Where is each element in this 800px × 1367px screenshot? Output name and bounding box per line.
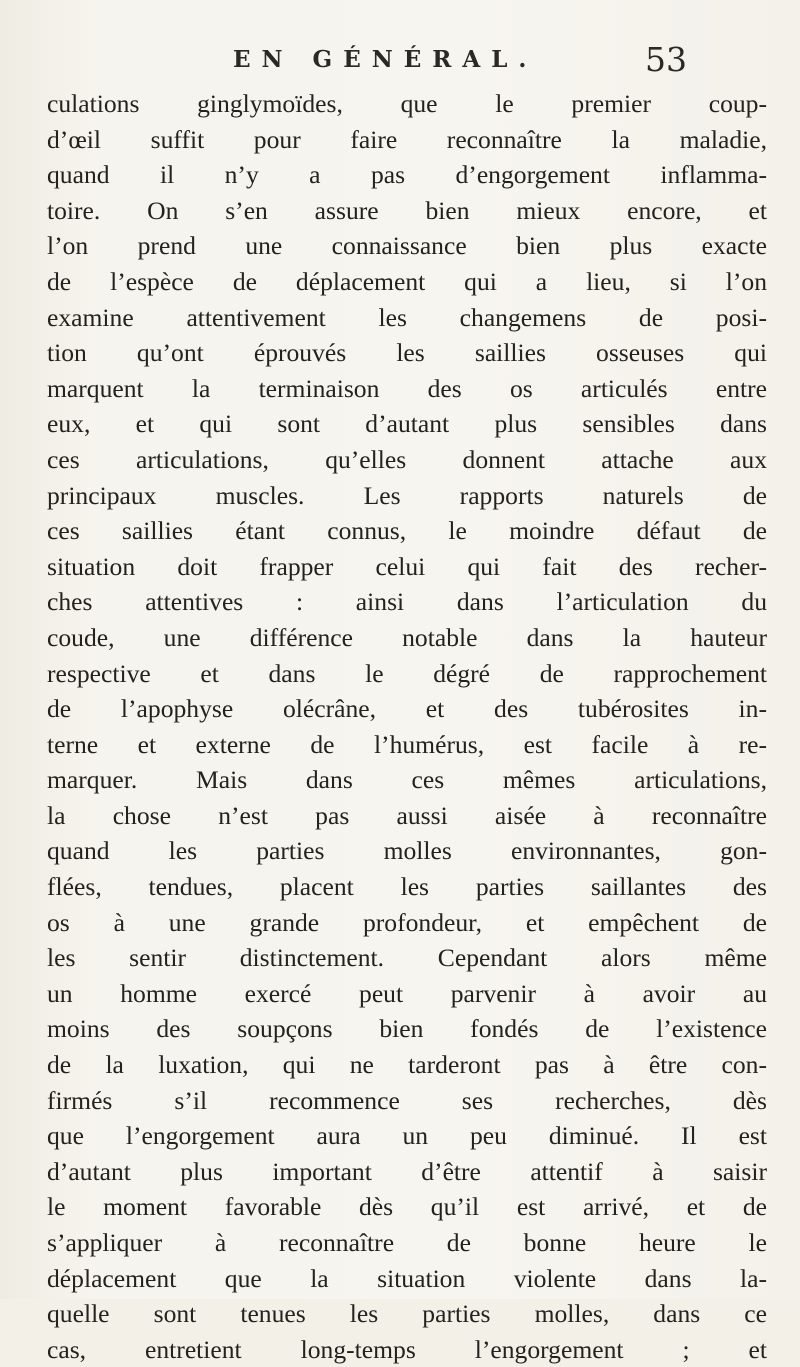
text-line: principaux muscles. Les rapports naturels de [47, 480, 767, 510]
text-line: terne et externe de l’humérus, est facile à re- [47, 729, 767, 759]
text-line: ces saillies étant connus, le moindre défaut de [47, 516, 767, 546]
text-line: tion qu’ont éprouvés les saillies osseuses qui [47, 338, 767, 368]
page-header [0, 40, 800, 86]
text-line: moins des soupçons bien fondés de l’existence [47, 1014, 767, 1044]
text-line: respective et dans le dégré de rapprochement [47, 658, 767, 688]
text-line: situation doit frapper celui qui fait des recher- [47, 551, 767, 581]
text-line: marquer. Mais dans ces mêmes articulations, [47, 765, 767, 795]
text-line: déplacement que la situation violente dans la- [47, 1263, 767, 1293]
text-line: toire. On s’en assure bien mieux encore, et [47, 195, 767, 225]
text-line: les sentir distinctement. Cependant alors même [47, 943, 767, 973]
text-line: un homme exercé peut parvenir à avoir au [47, 978, 767, 1008]
text-line: firmés s’il recommence ses recherches, dès [47, 1085, 767, 1115]
text-line: coude, une différence notable dans la hauteur [47, 622, 767, 652]
text-line: la chose n’est pas aussi aisée à reconnaître [47, 800, 767, 830]
text-line: cas, entretient long-temps l’engorgement ; et [47, 1334, 767, 1364]
running-head: EN GÉNÉRAL. [233, 46, 538, 73]
text-line: marquent la terminaison des os articulés entre [47, 373, 767, 403]
text-line: flées, tendues, placent les parties saillantes des [47, 872, 767, 902]
text-line: eux, et qui sont d’autant plus sensibles dans [47, 409, 767, 439]
text-line: le moment favorable dès qu’il est arrivé, et de [47, 1192, 767, 1222]
text-line: l’on prend une connaissance bien plus exacte [47, 231, 767, 261]
text-line: ces articulations, qu’elles donnent attache aux [47, 444, 767, 474]
text-line: d’autant plus important d’être attentif à saisir [47, 1156, 767, 1186]
text-line: os à une grande profondeur, et empêchent de [47, 907, 767, 937]
text-line: quand les parties molles environnantes, gon- [47, 836, 767, 866]
text-line: d’œil suffit pour faire reconnaître la maladie, [47, 124, 767, 154]
text-line: s’appliquer à reconnaître de bonne heure le [47, 1228, 767, 1257]
text-line: ches attentives : ainsi dans l’articulation du [47, 587, 767, 617]
body-text [47, 86, 767, 1367]
text-line: examine attentivement les changemens de posi- [47, 302, 767, 332]
page-number: 53 [645, 40, 687, 79]
text-line: que l’engorgement aura un peu diminué. Il est [47, 1121, 767, 1151]
text-line: de l’apophyse olécrâne, et des tubérosites in- [47, 694, 767, 724]
text-line: quelle sont tenues les parties molles, dans ce [47, 1299, 767, 1329]
text-line: de l’espèce de déplacement qui a lieu, si l’on [47, 266, 767, 296]
text-line: de la luxation, qui ne tarderont pas à être con- [47, 1050, 767, 1080]
text-line: quand il n’y a pas d’engorgement inflamma- [47, 160, 767, 190]
text-line: culations ginglymoïdes, que le premier coup- [47, 89, 767, 118]
